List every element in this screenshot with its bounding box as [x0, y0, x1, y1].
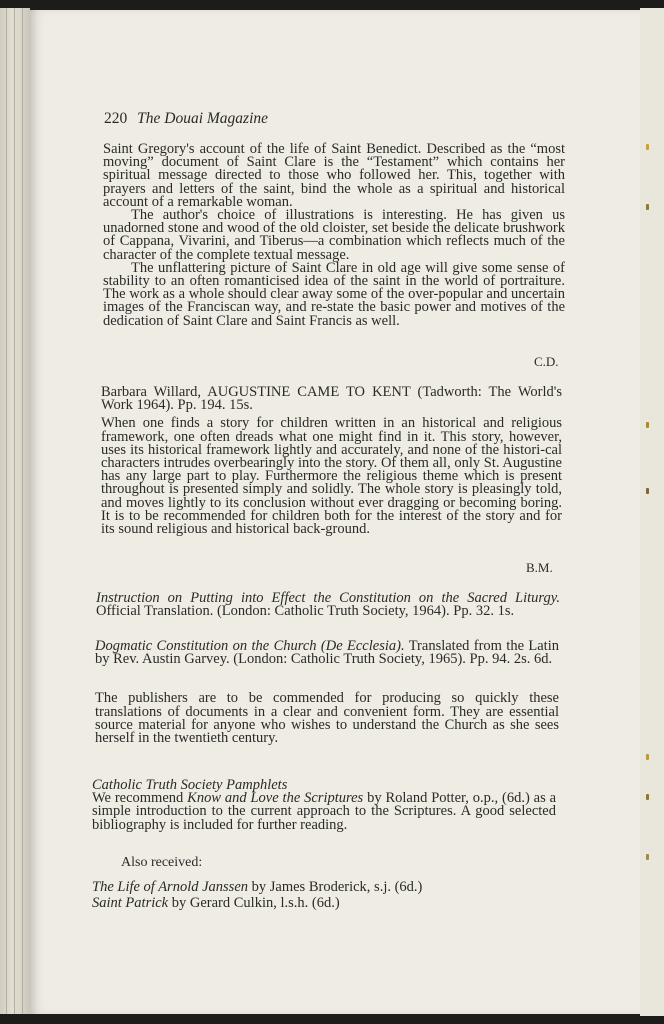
publication-details: Translated from the Latin by Rev. Austin Garvey. (London: Catholic Truth Society, 1965). Pp. 94. 2s. 6d.	[95, 638, 559, 668]
margin-mark	[646, 794, 649, 800]
reviewer-signature: B.M.	[526, 560, 553, 575]
book-title: The Life of Arnold Janssen	[92, 879, 249, 895]
book-details: by James Broderick, s.j. (6d.)	[251, 879, 423, 895]
book-details: by Gerard Culkin, l.s.h. (6d.)	[171, 895, 340, 911]
paragraph: The author's choice of illustrations is interesting. He has given us unadorned stone and wood of the old cloister, set beside the delicate brushwork of Cappana, Vivarini, and Tiberus—a combination which reflects much of the character of the complete textual message.	[103, 207, 565, 263]
book-title: Instruction on Putting into Effect the Constitution on the Sacred Liturgy.	[96, 590, 560, 606]
right-page-strip	[640, 8, 664, 1016]
book-title: Dogmatic Constitution on the Church (De Ecclesia).	[95, 638, 405, 654]
also-received-label: Also received:	[121, 855, 203, 870]
book-page-edges	[0, 8, 30, 1014]
running-header	[104, 110, 268, 128]
page-edge-line	[14, 8, 15, 1014]
review-saint-clare	[103, 143, 565, 328]
paragraph: When one finds a story for children written in an historical and religious framework, one often dreads what one might find in it. This story, however, uses its historical framework lightly and accurately, and none of the histori-cal characters intrudes overbearingly into the story. Of them all, only St. Augustine has any large part to play. Furthermore the religious theme which is present throughout is presented simply and solidly. The whole story is pleasingly told, and moves lightly to its conclusion without ever dragging or becoming boring. It is to be recommended for children both for the interest of the story and for its sound religious and historical back-ground.	[101, 415, 562, 538]
margin-mark	[646, 488, 649, 494]
review-augustine	[101, 386, 562, 536]
book-author: Barbara Willard,	[101, 384, 202, 400]
entry-de-ecclesia	[95, 640, 559, 745]
margin-mark	[646, 854, 649, 860]
received-item	[92, 896, 340, 910]
margin-mark	[646, 144, 649, 150]
margin-mark	[646, 754, 649, 760]
page-number: 220	[104, 110, 128, 127]
page-edge-line	[22, 8, 23, 1014]
paragraph: Saint Gregory's account of the life of Saint Benedict. Described as the “most moving” document of Saint Clare is the “Testament” which contains her spiritual message directed to those who followed her. This, together with prayers and letters of the saint, bind the whole as a spiritual and historical account of a remarkable woman.	[103, 141, 565, 210]
book-title: Know and Love the Scriptures	[187, 790, 364, 807]
publication-details: Official Translation. (London: Catholic Truth Society, 1964). Pp. 32. 1s.	[96, 603, 515, 620]
section-heading: Catholic Truth Society Pamphlets	[92, 777, 288, 793]
paragraph: The unflattering picture of Saint Clare in old age will give some sense of stability to an often romanticised idea of the saint in the world of portraiture. The work as a whole should clear away some of the over-popular and uncertain images of the Franciscan way, and re-state the basic power and motives of the dedication of Saint Clare and Saint Francis as well.	[103, 259, 565, 329]
text-run: We recommend	[92, 790, 184, 807]
paragraph: The publishers are to be commended for producing so quickly these translations of documents in a clear and convenient form. They are essential source material for anyone who wishes to understand the Church as she sees herself in the twentieth century.	[95, 690, 559, 747]
text-run: by Roland Potter, o.p., (6d.) as a simple introduction to the current approach to the Scriptures. A good selected bibliography is included for further reading.	[92, 790, 557, 833]
entry-liturgy-instruction	[96, 592, 560, 618]
entry-cts-pamphlets	[92, 779, 556, 832]
publication-details: (Tadworth: The World's Work 1964). Pp. 194. 15s.	[101, 384, 563, 414]
page-edge-line	[6, 8, 7, 1014]
journal-title: The Douai Magazine	[137, 110, 269, 127]
reviewer-signature: C.D.	[534, 354, 559, 369]
book-title: AUGUSTINE CAME TO KENT	[207, 384, 411, 400]
review-heading	[101, 386, 562, 412]
margin-mark	[646, 204, 649, 210]
book-title: Saint Patrick	[92, 895, 169, 911]
received-item	[92, 880, 422, 894]
margin-mark	[646, 422, 649, 428]
